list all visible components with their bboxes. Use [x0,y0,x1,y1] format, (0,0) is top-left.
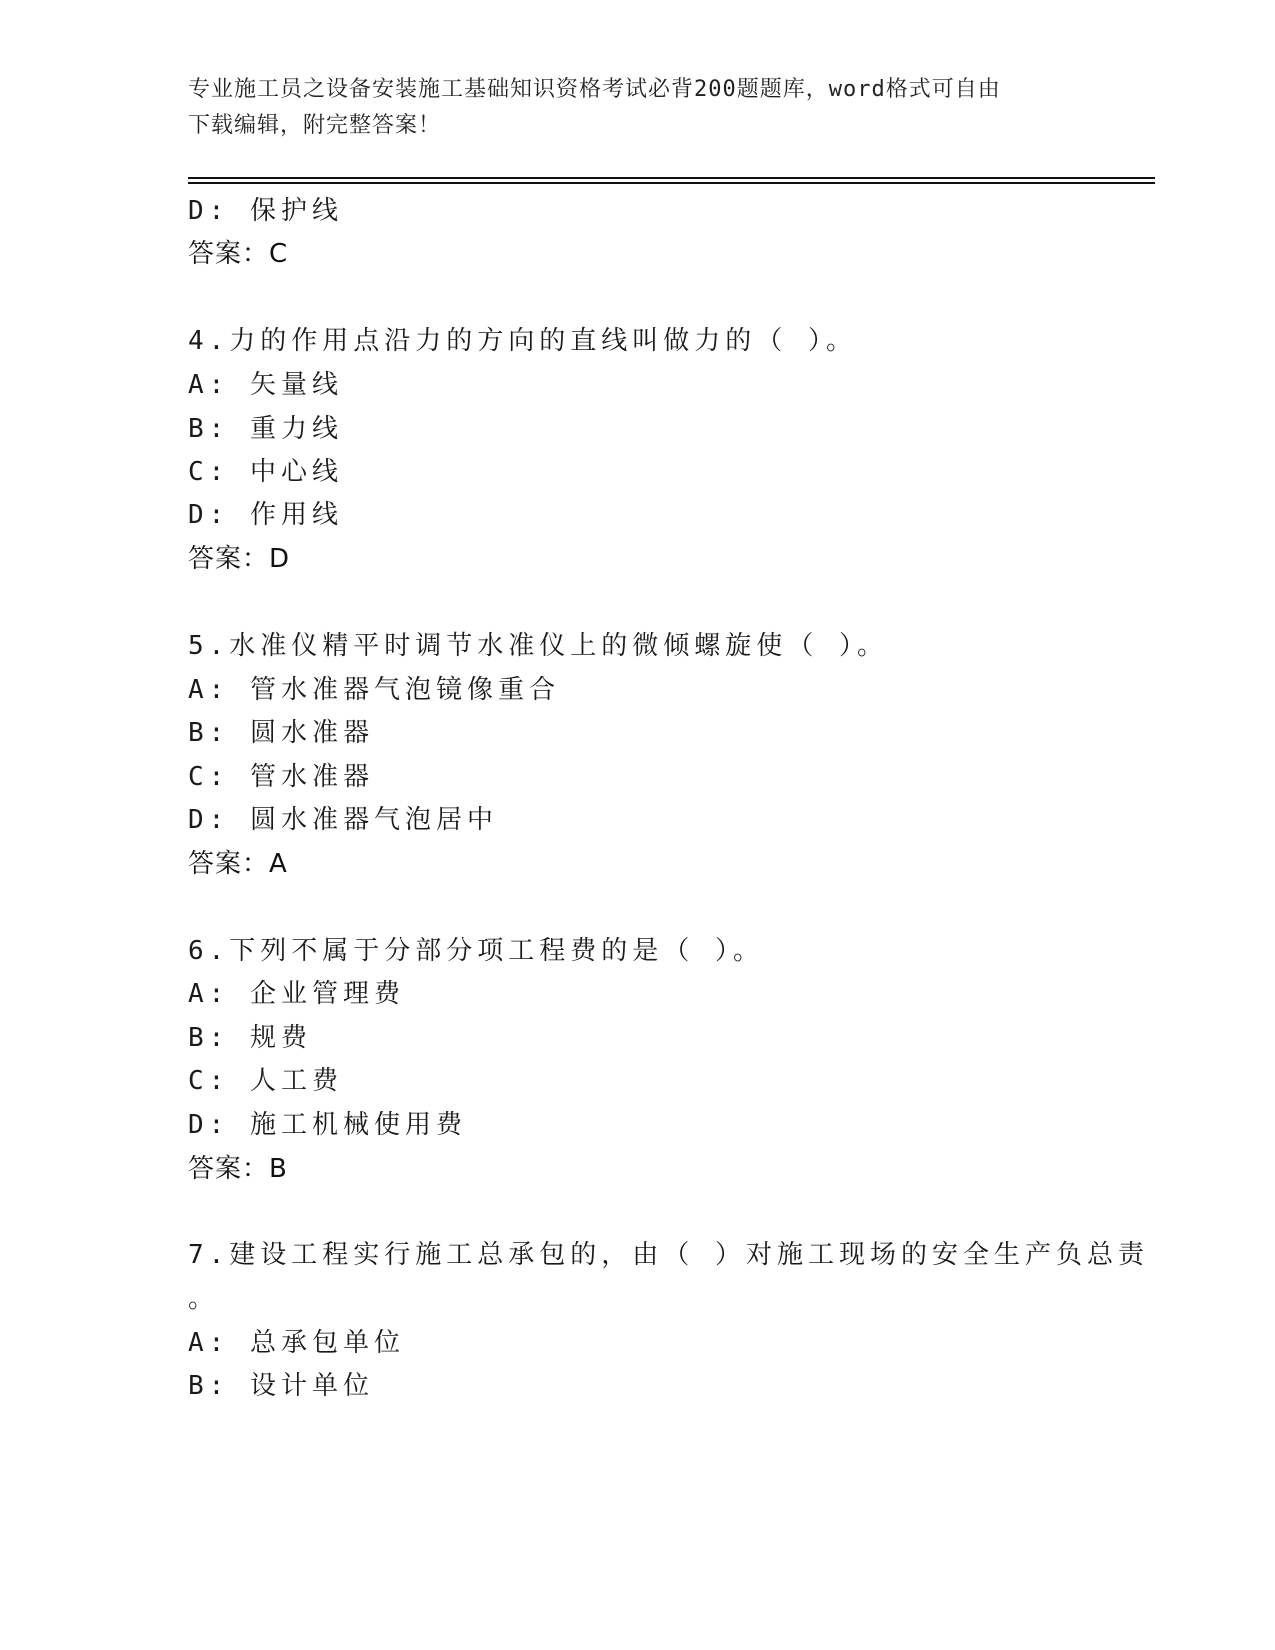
header-line-1: 专业施工员之设备安装施工基础知识资格考试必背200题题库，word格式可自由 [188,77,1001,102]
question-6-option-a: A: 企业管理费 [188,979,405,1009]
question-6-option-b: B: 规费 [188,1023,312,1053]
prev-question-option-d: D: 保护线 [188,196,343,226]
question-6-answer: 答案：B [188,1154,288,1184]
question-7-stem: 7.建设工程实行施工总承包的，由（ ）对施工现场的安全生产负总责 [188,1240,1149,1270]
question-4-option-d: D: 作用线 [188,500,343,530]
question-5-answer: 答案：A [188,849,288,879]
question-4-stem: 4.力的作用点沿力的方向的直线叫做力的（ ）。 [188,326,857,356]
question-4-option-a: A: 矢量线 [188,370,343,400]
question-4-answer: 答案：D [188,544,291,574]
question-4-option-c: C: 中心线 [188,457,343,487]
question-7-stem-continuation: 。 [188,1284,220,1314]
question-5-option-a: A: 管水准器气泡镜像重合 [188,675,560,705]
question-6-option-d: D: 施工机械使用费 [188,1110,467,1140]
document-header [188,72,1068,144]
question-7-option-b: B: 设计单位 [188,1371,374,1401]
prev-question-answer: 答案：C [188,239,289,269]
header-line-2: 下载编辑，附完整答案！ [188,113,442,138]
question-5-option-c: C: 管水准器 [188,762,374,792]
question-6-option-c: C: 人工费 [188,1066,343,1096]
question-4-option-b: B: 重力线 [188,414,343,444]
question-6-stem: 6.下列不属于分部分项工程费的是（ ）。 [188,936,764,966]
question-5-option-b: B: 圆水准器 [188,718,374,748]
question-5-stem: 5.水准仪精平时调节水准仪上的微倾螺旋使（ ）。 [188,631,888,661]
header-rule-bottom [188,182,1155,184]
header-rule-top [188,177,1155,179]
question-5-option-d: D: 圆水准器气泡居中 [188,805,498,835]
question-7-option-a: A: 总承包单位 [188,1328,405,1358]
